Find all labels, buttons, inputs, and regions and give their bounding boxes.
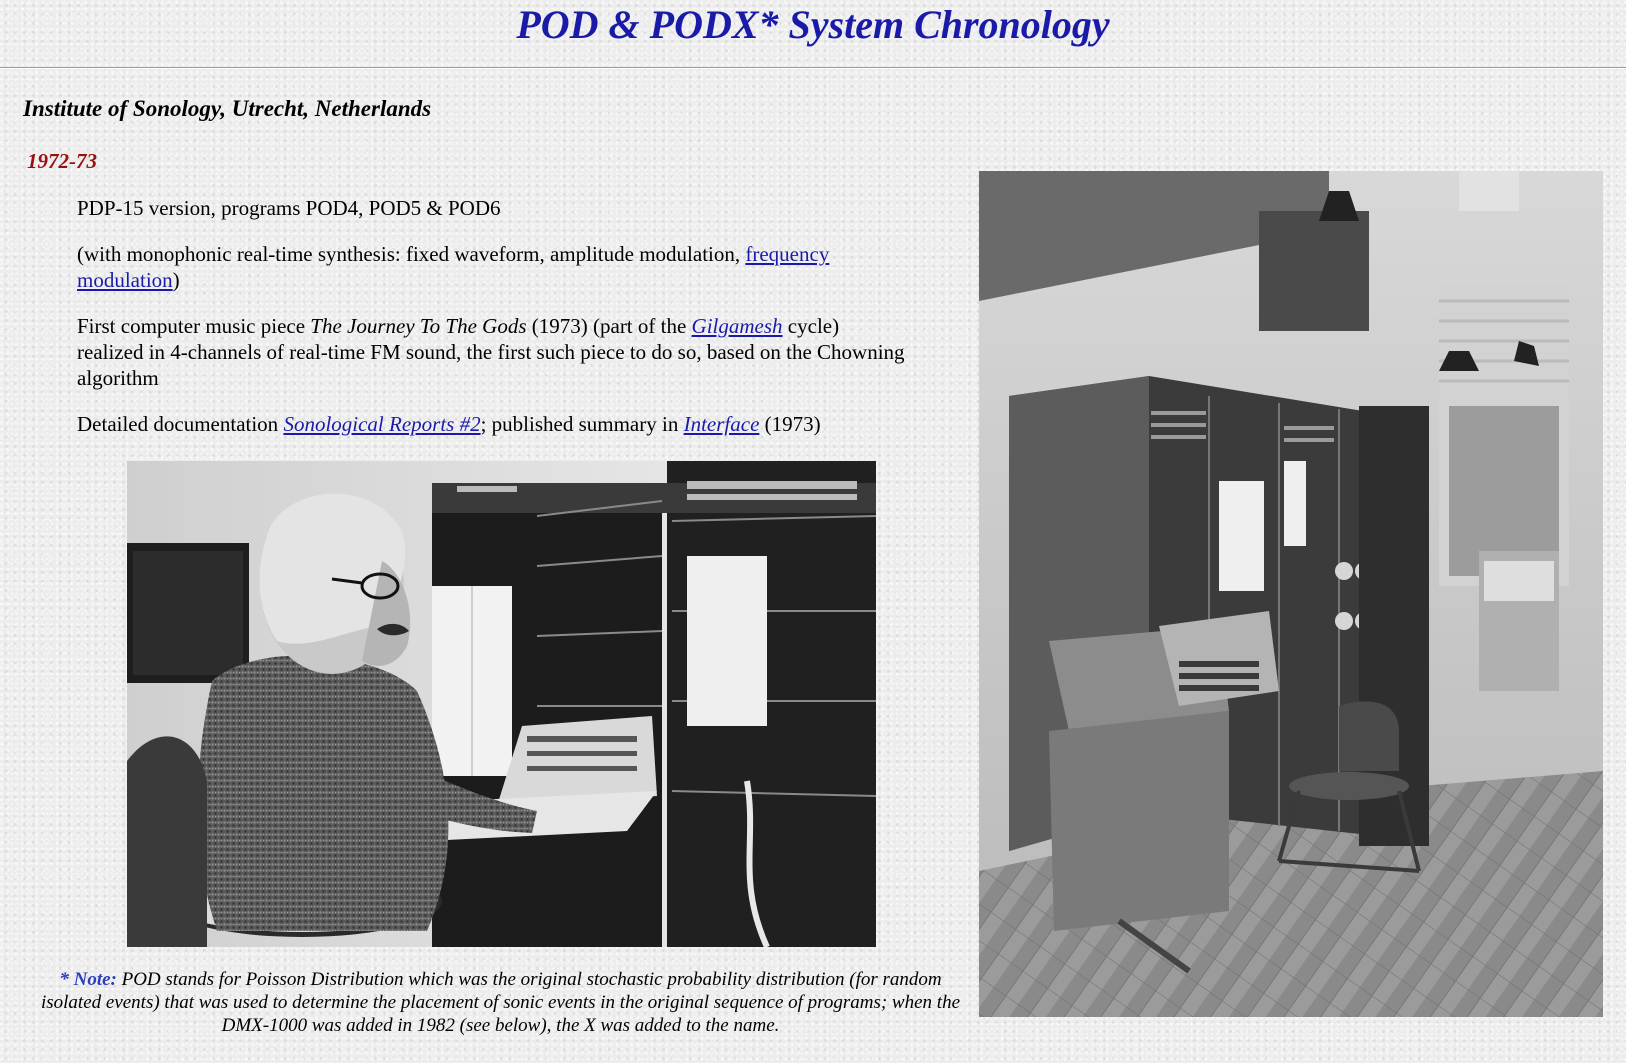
period-heading: 1972-73 bbox=[27, 149, 97, 173]
entry-first-piece bbox=[77, 313, 907, 391]
entry-pdp15-version: PDP-15 version, programs POD4, POD5 & POD6 bbox=[77, 196, 501, 220]
frequency-modulation-link[interactable]: frequency modulation bbox=[77, 242, 830, 292]
photo-computer-room bbox=[979, 171, 1603, 1017]
first-piece-text-a: First computer music piece bbox=[77, 314, 311, 338]
interface-link[interactable]: Interface bbox=[683, 412, 760, 436]
chronology-entries bbox=[77, 195, 907, 457]
entry-synthesis bbox=[77, 241, 907, 293]
gilgamesh-link[interactable]: Gilgamesh bbox=[691, 314, 783, 338]
page-title: POD & PODX* System Chronology bbox=[516, 2, 1110, 47]
documentation-text-a: Detailed documentation bbox=[77, 412, 284, 436]
documentation-text-c: (1973) bbox=[759, 412, 821, 436]
synthesis-text: (with monophonic real-time synthesis: fixed waveform, amplitude modulation, bbox=[77, 242, 746, 266]
sonological-reports-link[interactable]: Sonological Reports #2 bbox=[283, 412, 481, 436]
piece-title: The Journey To The Gods bbox=[310, 314, 527, 338]
documentation-text-b: ; published summary in bbox=[480, 412, 684, 436]
title-divider bbox=[0, 67, 1626, 69]
first-piece-text-b: (1973) (part of the bbox=[526, 314, 692, 338]
synthesis-close: ) bbox=[172, 268, 180, 292]
photo-man-at-console bbox=[127, 461, 876, 947]
footnote bbox=[28, 968, 973, 1037]
note-label: * Note: bbox=[59, 969, 117, 990]
institute-heading: Institute of Sonology, Utrecht, Netherlands bbox=[23, 96, 432, 121]
first-piece-text-c: cycle) realized in 4-channels of real-time FM sound, the first such piece to do so, based on the Chowning algorithm bbox=[77, 314, 905, 390]
note-text: POD stands for Poisson Distribution which was the original stochastic probability distribution (for random isolated events) that was used to determine the placement of sonic events in the original sequence of programs; when the DMX-1000 was added in 1982 (see below), the X was added to the name. bbox=[40, 969, 961, 1036]
entry-documentation bbox=[77, 411, 907, 437]
